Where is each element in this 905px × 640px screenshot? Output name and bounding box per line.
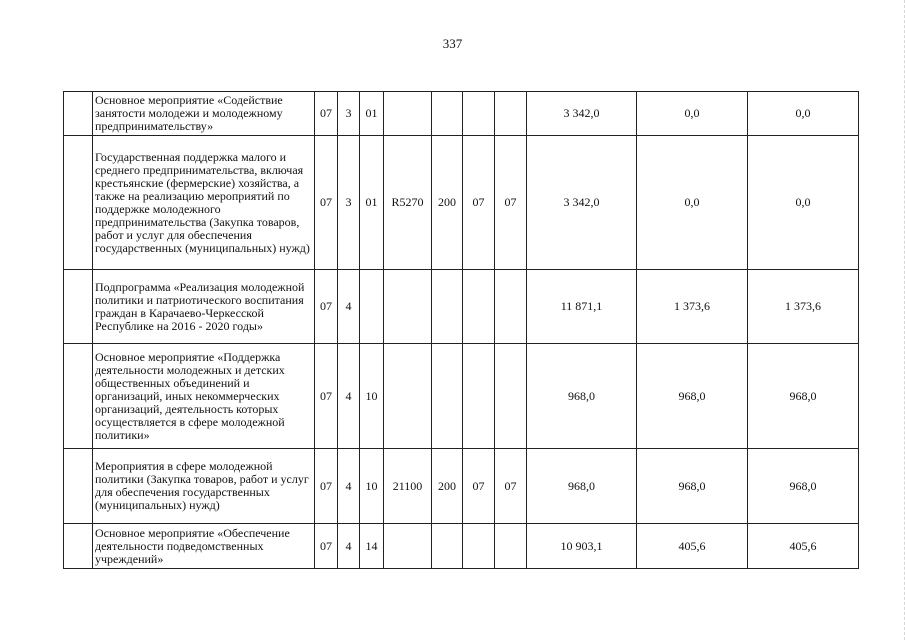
code-event: 10 <box>360 449 384 524</box>
blank-cell <box>64 524 93 569</box>
blank-cell <box>64 270 93 344</box>
amount-1: 968,0 <box>527 344 637 449</box>
amount-3: 968,0 <box>748 449 859 524</box>
code-chapter: 07 <box>463 449 495 524</box>
amount-2: 0,0 <box>637 92 748 136</box>
amount-1: 968,0 <box>527 449 637 524</box>
blank-cell <box>64 92 93 136</box>
code-section: 07 <box>315 136 338 270</box>
amount-2: 968,0 <box>637 344 748 449</box>
code-event: 10 <box>360 344 384 449</box>
code-subprogram: 4 <box>338 524 360 569</box>
amount-3: 0,0 <box>748 92 859 136</box>
code-section: 07 <box>315 449 338 524</box>
code-subchapter <box>495 344 527 449</box>
code-direction <box>384 270 432 344</box>
amount-2: 405,6 <box>637 524 748 569</box>
budget-table <box>63 91 859 569</box>
code-event: 01 <box>360 136 384 270</box>
code-direction <box>384 344 432 449</box>
code-direction: R5270 <box>384 136 432 270</box>
item-name: Основное мероприятие «Обеспечение деятельности подведомственных учреждений» <box>93 524 315 569</box>
code-subprogram: 3 <box>338 92 360 136</box>
code-direction <box>384 524 432 569</box>
code-expense-type: 200 <box>432 136 463 270</box>
table-row <box>64 524 859 569</box>
blank-cell <box>64 136 93 270</box>
code-chapter <box>463 344 495 449</box>
code-chapter: 07 <box>463 136 495 270</box>
code-expense-type: 200 <box>432 449 463 524</box>
item-name: Основное мероприятие «Содействие занятости молодежи и молодежному предпринимательству» <box>93 92 315 136</box>
code-event: 01 <box>360 92 384 136</box>
item-name: Мероприятия в сфере молодежной политики (Закупка товаров, работ и услуг для обеспечения государственных (муниципальных) нужд) <box>93 449 315 524</box>
table-row <box>64 449 859 524</box>
item-name: Основное мероприятие «Поддержка деятельности молодежных и детских общественных объединений и организаций, иных некоммерческих организаций, деятельность которых осуществляется в сфере молодежной политики» <box>93 344 315 449</box>
code-subprogram: 4 <box>338 449 360 524</box>
blank-cell <box>64 344 93 449</box>
item-name: Государственная поддержка малого и среднего предпринимательства, включая крестьянские (фермерские) хозяйства, а также на реализацию мероприятий по поддержке молодежного предпринимательства (Закупка товаров, работ и услуг для обеспечения государственных (муниципальных) нужд) <box>93 136 315 270</box>
blank-cell <box>64 449 93 524</box>
amount-3: 405,6 <box>748 524 859 569</box>
code-section: 07 <box>315 270 338 344</box>
amount-2: 0,0 <box>637 136 748 270</box>
code-expense-type <box>432 524 463 569</box>
code-section: 07 <box>315 344 338 449</box>
table-row <box>64 92 859 136</box>
amount-1: 3 342,0 <box>527 136 637 270</box>
code-section: 07 <box>315 92 338 136</box>
code-chapter <box>463 270 495 344</box>
item-name: Подпрограмма «Реализация молодежной политики и патриотического воспитания граждан в Карачаево-Черкесской Республике на 2016 - 2020 годы» <box>93 270 315 344</box>
code-event <box>360 270 384 344</box>
amount-3: 1 373,6 <box>748 270 859 344</box>
code-subprogram: 4 <box>338 344 360 449</box>
code-subprogram: 3 <box>338 136 360 270</box>
code-subchapter: 07 <box>495 449 527 524</box>
code-chapter <box>463 92 495 136</box>
code-direction: 21100 <box>384 449 432 524</box>
code-subchapter <box>495 270 527 344</box>
code-expense-type <box>432 92 463 136</box>
amount-2: 1 373,6 <box>637 270 748 344</box>
code-subprogram: 4 <box>338 270 360 344</box>
amount-1: 11 871,1 <box>527 270 637 344</box>
code-subchapter <box>495 92 527 136</box>
code-event: 14 <box>360 524 384 569</box>
code-chapter <box>463 524 495 569</box>
code-section: 07 <box>315 524 338 569</box>
table-row <box>64 136 859 270</box>
table-row <box>64 270 859 344</box>
code-subchapter: 07 <box>495 136 527 270</box>
amount-3: 968,0 <box>748 344 859 449</box>
table-body <box>64 92 859 569</box>
code-subchapter <box>495 524 527 569</box>
table-row <box>64 344 859 449</box>
code-direction <box>384 92 432 136</box>
code-expense-type <box>432 344 463 449</box>
code-expense-type <box>432 270 463 344</box>
page-number: 337 <box>442 36 463 51</box>
amount-2: 968,0 <box>637 449 748 524</box>
amount-1: 10 903,1 <box>527 524 637 569</box>
amount-3: 0,0 <box>748 136 859 270</box>
amount-1: 3 342,0 <box>527 92 637 136</box>
